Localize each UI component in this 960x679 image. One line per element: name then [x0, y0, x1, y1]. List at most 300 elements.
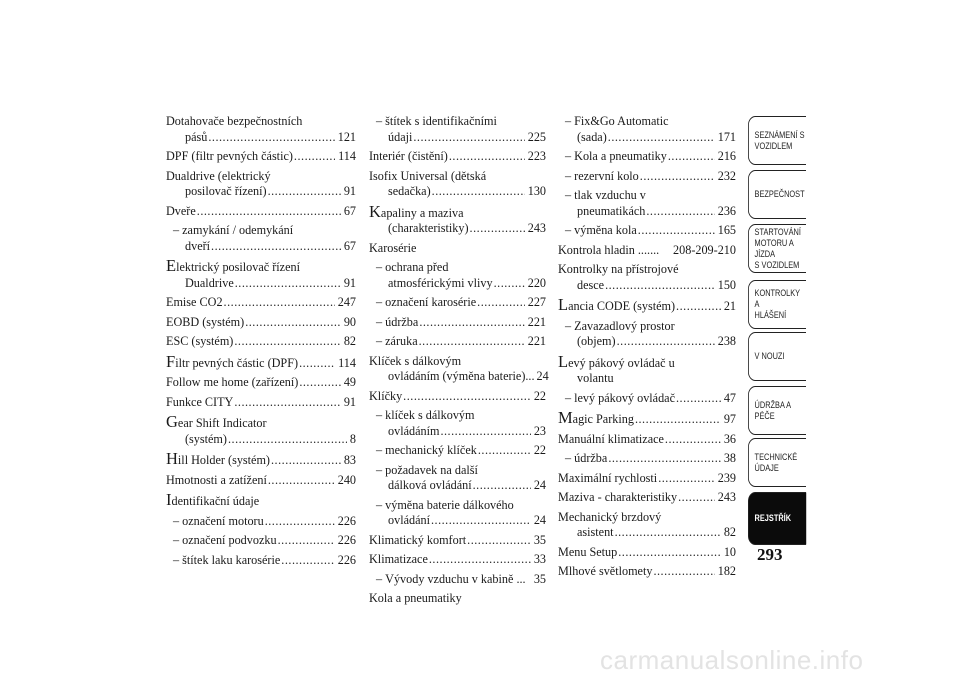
index-term: Filtr pevných částic (DPF)	[166, 351, 299, 371]
index-line	[558, 130, 736, 146]
index-line	[369, 260, 546, 276]
page-reference: 35	[533, 532, 546, 547]
index-entry	[558, 391, 736, 407]
index-line	[558, 188, 736, 204]
index-term: dveří	[185, 238, 211, 253]
index-term: Mlhové světlomety	[558, 564, 653, 578]
dot-leader	[658, 471, 715, 487]
page-reference: 10	[723, 544, 736, 559]
dot-leader	[419, 315, 524, 331]
index-line	[558, 243, 736, 259]
index-line	[369, 276, 546, 292]
index-entry	[558, 410, 736, 428]
chapter-tab-label: V NOUZI	[754, 351, 785, 361]
dot-leader	[470, 221, 525, 237]
index-entry	[166, 395, 356, 411]
page-reference: 150	[717, 277, 736, 292]
page-reference: 225	[527, 129, 546, 144]
dot-leader	[640, 169, 715, 185]
index-term: Dualdrive	[185, 275, 234, 290]
index-term: pásů	[185, 129, 208, 144]
index-line	[369, 572, 546, 588]
index-line	[166, 223, 356, 239]
index-line	[166, 184, 356, 200]
index-line	[558, 525, 736, 541]
index-term: Funkce CITY	[166, 394, 234, 409]
dot-leader	[473, 478, 531, 494]
index-line	[369, 114, 546, 130]
page-reference: 216	[717, 149, 736, 163]
watermark: carmanualsonline.info	[600, 645, 864, 675]
index-entry	[369, 389, 546, 405]
index-term: – Zavazadlový prostor	[565, 319, 675, 335]
index-entry	[558, 297, 736, 315]
index-term: Kontrola hladin .......	[558, 242, 660, 257]
index-term: Interiér (čistění)	[369, 149, 448, 163]
dot-leader	[617, 334, 715, 350]
index-line	[166, 473, 356, 489]
index-line	[558, 490, 736, 506]
page-reference: 226	[337, 513, 356, 528]
index-line	[558, 371, 736, 387]
page-reference: 21	[723, 299, 736, 313]
index-line	[558, 297, 736, 315]
index-term: Mechanický brzdový	[558, 509, 662, 524]
index-entry	[166, 414, 356, 447]
index-entry	[558, 510, 736, 541]
index-term: – ochrana před	[376, 260, 448, 276]
dot-leader	[449, 149, 525, 165]
index-term: Dveře	[166, 203, 196, 218]
index-line	[166, 414, 356, 432]
page-reference: 165	[717, 223, 736, 237]
page-reference: 83	[343, 453, 356, 467]
index-term: EOBD (systém)	[166, 314, 245, 329]
chapter-tab[interactable]	[748, 170, 806, 219]
index-line	[558, 278, 736, 294]
page-reference: 82	[723, 525, 736, 539]
index-entry	[166, 351, 356, 372]
dot-leader	[294, 149, 335, 165]
dot-leader	[208, 130, 334, 146]
index-line	[166, 553, 356, 569]
dot-leader	[676, 299, 721, 315]
index-term: desce	[577, 277, 605, 292]
dot-leader	[440, 424, 530, 440]
index-line	[166, 114, 356, 130]
index-line	[558, 471, 736, 487]
index-line	[558, 223, 736, 239]
index-line	[369, 424, 546, 440]
page-reference: 220	[527, 275, 546, 290]
index-term: DPF (filtr pevných částic)	[166, 149, 293, 163]
page-reference: 22	[533, 388, 546, 403]
index-entry	[369, 201, 546, 237]
index-term: Klíčky	[369, 388, 403, 403]
dot-leader	[618, 545, 721, 561]
index-line	[369, 552, 546, 568]
chapter-tab-label: SEZNÁMENÍ S VOZIDLEM	[754, 129, 805, 151]
section-letter: K	[369, 201, 381, 221]
chapter-tab[interactable]	[748, 116, 806, 165]
index-entry	[558, 451, 736, 467]
index-line	[558, 451, 736, 467]
index-entry	[558, 564, 736, 580]
index-term: Klíček s dálkovým	[369, 353, 462, 368]
page-reference: 8	[349, 431, 356, 446]
index-line	[558, 169, 736, 185]
index-entry	[166, 114, 356, 145]
page-reference: 91	[343, 394, 356, 409]
chapter-tab[interactable]	[748, 386, 806, 435]
page-reference: 240	[337, 472, 356, 487]
index-term: Kapaliny a maziva	[369, 201, 464, 221]
index-term: atmosférickými vlivy	[388, 275, 493, 290]
dot-leader	[413, 130, 524, 146]
dot-leader	[665, 432, 721, 448]
page-reference: 24	[536, 369, 549, 383]
index-term: Magic Parking	[558, 408, 634, 427]
index-term: Elektrický posilovač řízení	[166, 256, 300, 275]
index-term: Klimatizace	[369, 552, 428, 566]
index-term: Kola a pneumatiky	[369, 591, 462, 605]
dot-leader	[278, 533, 335, 549]
dot-leader	[653, 564, 714, 580]
index-line	[558, 564, 736, 580]
index-line	[369, 295, 546, 311]
index-term: – štítek s identifikačními	[376, 114, 497, 130]
index-term: – záruka	[376, 334, 418, 350]
index-term: – výměna kola	[565, 223, 637, 239]
index-entry	[369, 315, 546, 331]
index-line	[369, 463, 546, 479]
dot-leader	[635, 412, 721, 428]
chapter-tab-strip	[748, 116, 819, 545]
index-line	[369, 201, 546, 222]
index-entry	[369, 443, 546, 459]
dot-leader	[467, 533, 531, 549]
index-entry	[369, 353, 549, 385]
page-reference: 67	[343, 203, 356, 218]
page-number: 293	[757, 545, 783, 564]
index-term: Follow me home (zařízení)	[166, 375, 299, 389]
index-line	[558, 351, 736, 372]
index-term: Isofix Universal (dětská	[369, 168, 487, 183]
index-entry	[558, 169, 736, 185]
index-entry	[558, 490, 736, 506]
index-line	[369, 443, 546, 459]
index-entry	[166, 315, 356, 331]
index-term: Emise CO2	[166, 295, 223, 309]
index-term: pneumatikách	[577, 203, 646, 218]
index-term: (charakteristiky)	[388, 221, 469, 235]
index-line	[369, 533, 546, 549]
dot-leader	[245, 315, 341, 331]
index-entry	[558, 545, 736, 561]
page-reference: 82	[343, 334, 356, 348]
index-entry	[166, 553, 356, 569]
page-reference: 226	[337, 552, 356, 567]
page-reference: 49	[343, 375, 356, 389]
section-letter: E	[166, 256, 177, 275]
index-term: Kontrolky na přístrojové	[558, 262, 679, 276]
index-line	[166, 149, 356, 165]
index-entry	[558, 243, 736, 259]
index-line	[369, 408, 546, 424]
index-term: asistent	[577, 525, 614, 539]
page-reference: 38	[723, 451, 736, 465]
dot-leader	[494, 276, 525, 292]
page-reference: 23	[533, 423, 546, 438]
index-line	[369, 169, 546, 185]
index-term: ovládání	[388, 513, 430, 527]
chapter-tab-label: REJSTŘÍK	[754, 513, 792, 523]
index-term: ovládáním	[388, 423, 440, 438]
page-reference: 35	[533, 571, 546, 586]
index-term: – označení podvozku	[173, 533, 277, 549]
index-entry	[369, 591, 546, 607]
dot-leader	[615, 525, 721, 541]
index-entry	[558, 319, 736, 350]
chapter-tab[interactable]	[748, 332, 806, 381]
index-term: – označení karosérie	[376, 295, 476, 311]
dot-leader	[228, 432, 347, 448]
index-line	[369, 149, 546, 165]
index-line	[166, 169, 356, 185]
index-entry	[369, 114, 546, 145]
index-line	[558, 545, 736, 561]
index-entry	[166, 169, 356, 200]
index-line	[166, 451, 356, 469]
index-line	[558, 334, 736, 350]
dot-leader	[608, 130, 715, 146]
index-term: – označení motoru	[173, 514, 264, 530]
chapter-tab-label: ÚDRŽBA A PÉČE	[754, 399, 791, 421]
index-term: Levý pákový ovládač u	[558, 351, 675, 371]
chapter-tab-label: TECHNICKÉ ÚDAJE	[754, 451, 798, 473]
index-term: – údržba	[376, 315, 418, 331]
page-reference: 223	[527, 149, 546, 163]
index-line	[166, 315, 356, 331]
index-line	[166, 204, 356, 220]
dot-leader	[403, 389, 531, 405]
index-entry	[558, 262, 736, 293]
index-term: Lancia CODE (systém)	[558, 295, 676, 314]
page-reference: 47	[723, 390, 736, 405]
index-line	[558, 410, 736, 428]
index-line	[558, 319, 736, 335]
index-term: – Vývody vzduchu v kabině ...	[376, 572, 526, 588]
index-entry	[166, 473, 356, 489]
index-term: – požadavek na další	[376, 463, 478, 479]
index-term: – klíček s dálkovým	[376, 408, 475, 424]
index-entry	[166, 223, 356, 254]
index-line	[558, 204, 736, 220]
index-term: volantu	[577, 371, 614, 385]
section-letter: H	[166, 449, 178, 468]
dot-leader	[271, 453, 341, 469]
dot-leader	[234, 395, 340, 411]
page-reference: 208-209-210	[673, 242, 736, 257]
index-entry	[369, 552, 546, 568]
dot-leader	[299, 375, 340, 391]
index-line	[558, 114, 736, 130]
index-entry	[558, 351, 736, 387]
index-line	[369, 478, 546, 494]
index-line	[166, 276, 356, 292]
page-reference: 227	[527, 295, 546, 309]
index-entry	[369, 533, 546, 549]
page-reference: 130	[527, 184, 546, 198]
page-reference: 67	[343, 238, 356, 253]
dot-leader	[605, 278, 715, 294]
index-term: Hill Holder (systém)	[166, 449, 270, 468]
index-line	[166, 432, 356, 448]
index-entry	[558, 223, 736, 239]
section-letter: F	[166, 351, 176, 371]
index-term: sedačka)	[388, 184, 431, 198]
chapter-tab-label: STARTOVÁNÍ MOTORU A JÍZDA S VOZIDLEM	[754, 226, 801, 270]
index-line	[558, 432, 736, 448]
section-letter: G	[166, 412, 178, 431]
page-reference: 226	[337, 533, 356, 547]
dot-leader	[197, 204, 341, 220]
index-entry	[369, 149, 546, 165]
index-line	[369, 389, 546, 405]
dot-leader	[299, 356, 335, 372]
page-reference: 114	[338, 149, 356, 163]
index-entry	[369, 295, 546, 311]
dot-leader	[678, 490, 715, 506]
section-letter: L	[558, 295, 569, 314]
index-entry	[166, 375, 356, 391]
index-line	[369, 354, 546, 370]
chapter-tab-label: KONTROLKY A HLÁŠENÍ	[754, 288, 800, 320]
page-reference: 22	[533, 443, 546, 457]
index-line	[166, 258, 356, 276]
dot-leader	[265, 514, 335, 530]
index-line	[369, 184, 546, 200]
index-term: (objem)	[577, 334, 616, 348]
dot-leader	[668, 149, 715, 165]
dot-leader	[608, 451, 721, 467]
index-line	[369, 498, 546, 514]
index-term: – tlak vzduchu v	[565, 188, 646, 204]
index-line	[166, 514, 356, 530]
page-reference: 171	[717, 129, 736, 144]
chapter-tab[interactable]	[748, 280, 806, 329]
index-entry	[369, 498, 546, 529]
index-entry	[166, 533, 356, 549]
index-term: Hmotnosti a zatížení	[166, 472, 267, 487]
dot-leader	[235, 276, 341, 292]
dot-leader	[478, 443, 531, 459]
page-reference: 114	[338, 355, 356, 370]
index-entry	[369, 241, 546, 257]
index-entry	[558, 188, 736, 219]
page-reference: 91	[343, 184, 356, 198]
index-term: Maziva - charakteristiky	[558, 490, 678, 504]
index-line	[369, 513, 546, 529]
chapter-tab[interactable]	[748, 492, 806, 545]
index-line	[369, 369, 549, 385]
page-reference: 90	[343, 314, 356, 329]
index-line	[558, 262, 736, 278]
index-term: ESC (systém)	[166, 334, 234, 348]
index-column-3	[558, 114, 736, 580]
page-reference: 121	[337, 129, 356, 144]
dot-leader	[676, 391, 721, 407]
index-entry	[166, 204, 356, 220]
index-term: (systém)	[185, 431, 227, 446]
section-letter: I	[166, 490, 172, 509]
index-line	[369, 241, 546, 257]
index-term: – štítek laku karosérie	[173, 553, 280, 569]
index-line	[369, 221, 546, 237]
index-term: – údržba	[565, 451, 607, 467]
index-column-2	[369, 114, 549, 607]
index-entry	[369, 408, 546, 439]
chapter-tab[interactable]	[748, 438, 806, 487]
index-term: – Kola a pneumatiky	[565, 149, 667, 165]
index-line	[369, 591, 546, 607]
index-term: Klimatický komfort	[369, 532, 467, 547]
index-term: Manuální klimatizace	[558, 431, 664, 446]
index-line	[166, 395, 356, 411]
dot-leader	[419, 334, 525, 350]
index-entry	[558, 432, 736, 448]
index-entry	[166, 492, 356, 510]
index-entry	[369, 572, 546, 588]
index-line	[166, 130, 356, 146]
index-entry	[166, 451, 356, 469]
index-term: – zamykání / odemykání	[173, 223, 293, 239]
page-reference: 221	[527, 334, 546, 348]
dot-leader	[268, 473, 335, 489]
index-line	[558, 391, 736, 407]
index-line	[166, 492, 356, 510]
index-entry	[558, 149, 736, 165]
index-entry	[369, 169, 546, 200]
page-reference: 24	[533, 478, 546, 492]
dot-leader	[477, 295, 525, 311]
page-reference: 36	[723, 431, 736, 446]
page-reference: 221	[527, 314, 546, 329]
index-term: údaji	[388, 129, 413, 144]
index-entry	[558, 114, 736, 145]
page-reference: 236	[717, 203, 736, 218]
page-reference: 91	[343, 275, 356, 290]
index-line	[558, 510, 736, 526]
index-term: (sada)	[577, 129, 607, 144]
index-term: Dotahovače bezpečnostních	[166, 114, 303, 128]
index-column-1	[166, 114, 356, 568]
index-term: Gear Shift Indicator	[166, 412, 267, 431]
index-entry	[166, 258, 356, 291]
index-term: – levý pákový ovládač	[565, 391, 675, 407]
page-reference: 239	[717, 470, 736, 485]
index-term: – Fix&Go Automatic	[565, 114, 669, 130]
index-entry	[369, 334, 546, 350]
index-term: Dualdrive (elektrický	[166, 168, 271, 183]
page-reference: 24	[533, 513, 546, 527]
dot-leader	[281, 553, 334, 569]
index-line	[558, 149, 736, 165]
index-line	[166, 375, 356, 391]
index-line	[166, 533, 356, 549]
chapter-tab[interactable]	[748, 224, 806, 273]
page-reference: 238	[717, 334, 736, 348]
